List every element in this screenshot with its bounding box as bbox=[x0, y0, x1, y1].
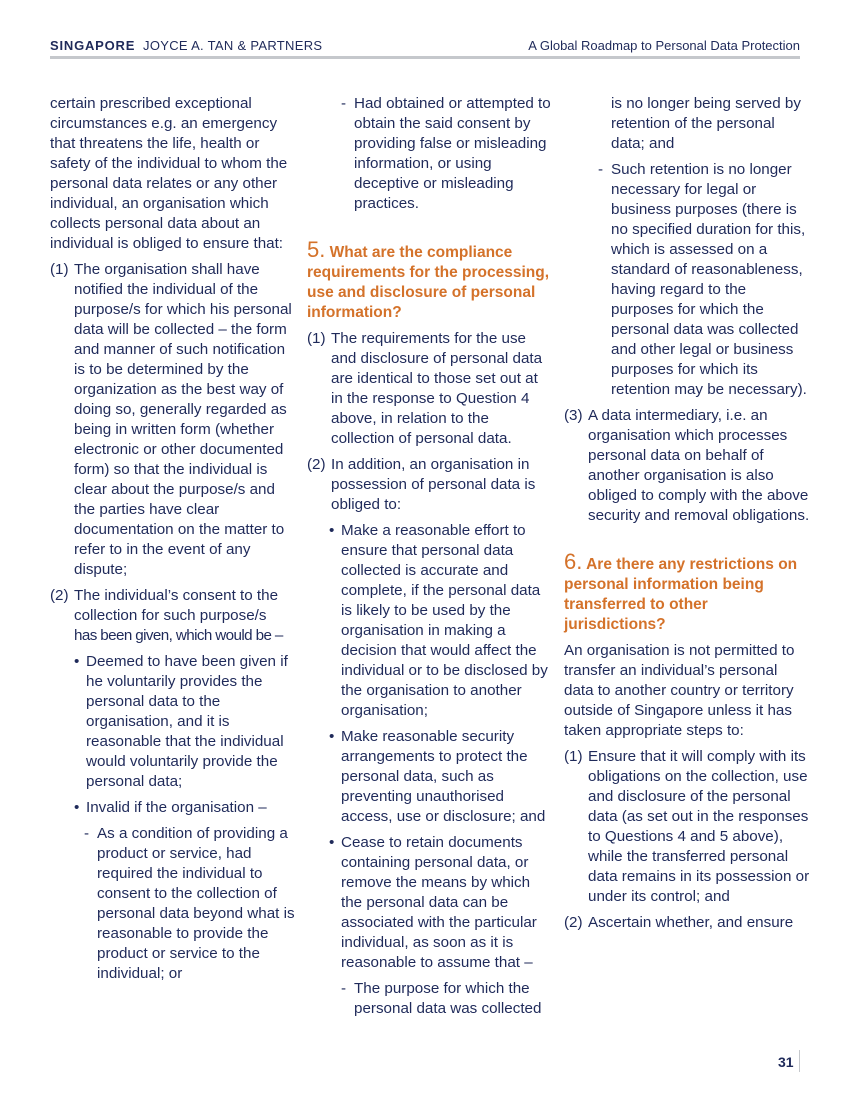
list-item-text: The requirements for the use and disclosure of personal data are identical to those set out at in the response to Question 4 above, in relation to the collection of personal data. bbox=[331, 330, 543, 447]
list-number: (2) bbox=[564, 914, 583, 931]
col2-list-item-1 bbox=[307, 329, 553, 449]
bullet-text: Invalid if the organisation – bbox=[86, 799, 267, 816]
col3-list-item-2 bbox=[564, 913, 810, 933]
bullet-text: Make reasonable security arrangements to protect the personal data, such as preventing unauthorised access, use or disclosure; and bbox=[341, 728, 546, 825]
col2-bullet-security: • Make reasonable security arrangements to protect the personal data, such as preventing unauthorised access, use or disclosure; and bbox=[329, 728, 546, 825]
header-document-title: A Global Roadmap to Personal Data Protection bbox=[528, 38, 800, 53]
list-item-text: A data intermediary, i.e. an organisation which processes personal data on behalf of another organisation is also obliged to comply with the above security and removal obligations. bbox=[588, 407, 810, 524]
dash-text: Had obtained or attempted to obtain the said consent by providing false or misleading information, or using deceptive or misleading practices. bbox=[354, 95, 551, 212]
header-firm: JOYCE A. TAN & PARTNERS bbox=[143, 38, 323, 53]
list-number: (3) bbox=[564, 407, 583, 424]
col2-dash-purpose: - The purpose for which the personal data was collected bbox=[341, 980, 542, 1017]
col1-bullet-deemed: • Deemed to have been given if he voluntarily provides the personal data to the organisation, and it is reasonable that the individual would voluntarily provide the personal data; bbox=[74, 653, 288, 790]
heading-number: 5. bbox=[307, 237, 326, 262]
col3-list-item-1 bbox=[564, 747, 810, 907]
col2-dash-false-info: - Had obtained or attempted to obtain the said consent by providing false or misleading information, or using deceptive or misleading practices. bbox=[341, 95, 551, 212]
col1-list-item-2 bbox=[50, 586, 296, 646]
dash-text: The purpose for which the personal data was collected bbox=[354, 980, 542, 1017]
page-number: 31 bbox=[778, 1054, 794, 1070]
col2-list-item-2 bbox=[307, 455, 553, 515]
col2-bullet-accuracy: • Make a reasonable effort to ensure that personal data collected is accurate and complete, if the personal data is likely to be used by the organisation in making a decision that would affect the individual or to be disclosed by the organisation to another organisation; bbox=[329, 522, 548, 719]
header-brand bbox=[50, 38, 322, 53]
bullet-text: Make a reasonable effort to ensure that personal data collected is accurate and complete, if the personal data is likely to be used by the organisation in making a decision that would affect the individual or to be disclosed by the organisation to another organisation; bbox=[341, 522, 548, 719]
heading-title: Are there any restrictions on personal information being transferred to other jurisdictions? bbox=[564, 556, 798, 633]
col1-bullet-invalid: • Invalid if the organisation – bbox=[74, 799, 267, 816]
col3-list-item-3 bbox=[564, 406, 810, 526]
heading-title: What are the compliance requirements for the processing, use and disclosure of personal information? bbox=[307, 244, 550, 321]
header-country: SINGAPORE bbox=[50, 38, 136, 53]
list-item-text: The organisation shall have notified the individual of the purpose/s for which his personal data will be collected – the form and manner of such notification is to be determined by the organization as the best way of doing so, generally regarded as being in written form (whether electronic or other documented form) so that the individual is clear about the purpose/s and the parties have clear documentation on the matter to refer to in the event of any dispute; bbox=[74, 261, 292, 578]
list-item-text: The individual’s consent to the collection for such purpose/s bbox=[74, 587, 279, 624]
list-number: (2) bbox=[50, 587, 69, 604]
list-number: (1) bbox=[50, 261, 69, 278]
page-header bbox=[50, 36, 800, 56]
page-number-divider bbox=[799, 1050, 800, 1072]
section-heading-6 bbox=[564, 549, 810, 635]
col1-list-item-1 bbox=[50, 260, 296, 580]
column-1 bbox=[50, 94, 296, 984]
list-number: (1) bbox=[307, 330, 326, 347]
column-2 bbox=[307, 94, 553, 1019]
col1-dash-condition: - As a condition of providing a product or service, had required the individual to consent to the collection of personal data beyond what is reasonable to provide the product or service to the individual; or bbox=[84, 825, 295, 982]
section-heading-5 bbox=[307, 237, 553, 323]
col2-bullet-retention: • Cease to retain documents containing personal data, or remove the means by which the personal data can be associated with the particular individual, as soon as it is reasonable to assume that – bbox=[329, 834, 537, 971]
list-item-text: Ensure that it will comply with its obligations on the collection, use and disclosure of the personal data (as set out in the responses to Questions 4 and 5 above), while the transferred personal data remains in its possession or under its control; and bbox=[588, 748, 810, 905]
bullet-text: Deemed to have been given if he voluntarily provides the personal data to the organisation, and it is reasonable that the individual would voluntarily provide the personal data; bbox=[86, 653, 288, 790]
col1-intro-paragraph: certain prescribed exceptional circumstances e.g. an emergency that threatens the life, health or safety of the individual to whom the personal data relates or any other individual, an organisation which collects personal data about an individual is obliged to ensure that: bbox=[50, 95, 288, 252]
list-number: (2) bbox=[307, 456, 326, 473]
heading-number: 6. bbox=[564, 549, 583, 574]
list-item-text: Ascertain whether, and ensure bbox=[588, 914, 794, 931]
col3-continued-text: is no longer being served by retention of the personal data; and bbox=[611, 95, 801, 152]
dash-text: Such retention is no longer necessary for legal or business purposes (there is no specified duration for this, which is assessed on a standard of reasonableness, having regard to the purposes for which the personal data was collected and other legal or business purposes for which its retention may be necessary). bbox=[611, 161, 807, 398]
col3-dash-retention: - Such retention is no longer necessary for legal or business purposes (there is no specified duration for this, which is assessed on a standard of reasonableness, having regard to the purposes for which the personal data was collected and other legal or business purposes for which its retention may be necessary). bbox=[598, 161, 807, 398]
dash-text: As a condition of providing a product or service, had required the individual to consent to the collection of personal data beyond what is reasonable to provide the product or service to the individual; or bbox=[97, 825, 295, 982]
column-3 bbox=[564, 94, 810, 933]
header-divider bbox=[50, 56, 800, 59]
list-item-text: In addition, an organisation in possession of personal data is obliged to: bbox=[331, 456, 536, 513]
list-item-text-condensed: has been given, which would be – bbox=[74, 627, 283, 644]
bullet-text: Cease to retain documents containing personal data, or remove the means by which the personal data can be associated with the particular individual, as soon as it is reasonable to assume that – bbox=[341, 834, 537, 971]
col3-paragraph: An organisation is not permitted to transfer an individual’s personal data to another country or territory outside of Singapore unless it has taken appropriate steps to: bbox=[564, 642, 795, 739]
list-number: (1) bbox=[564, 748, 583, 765]
